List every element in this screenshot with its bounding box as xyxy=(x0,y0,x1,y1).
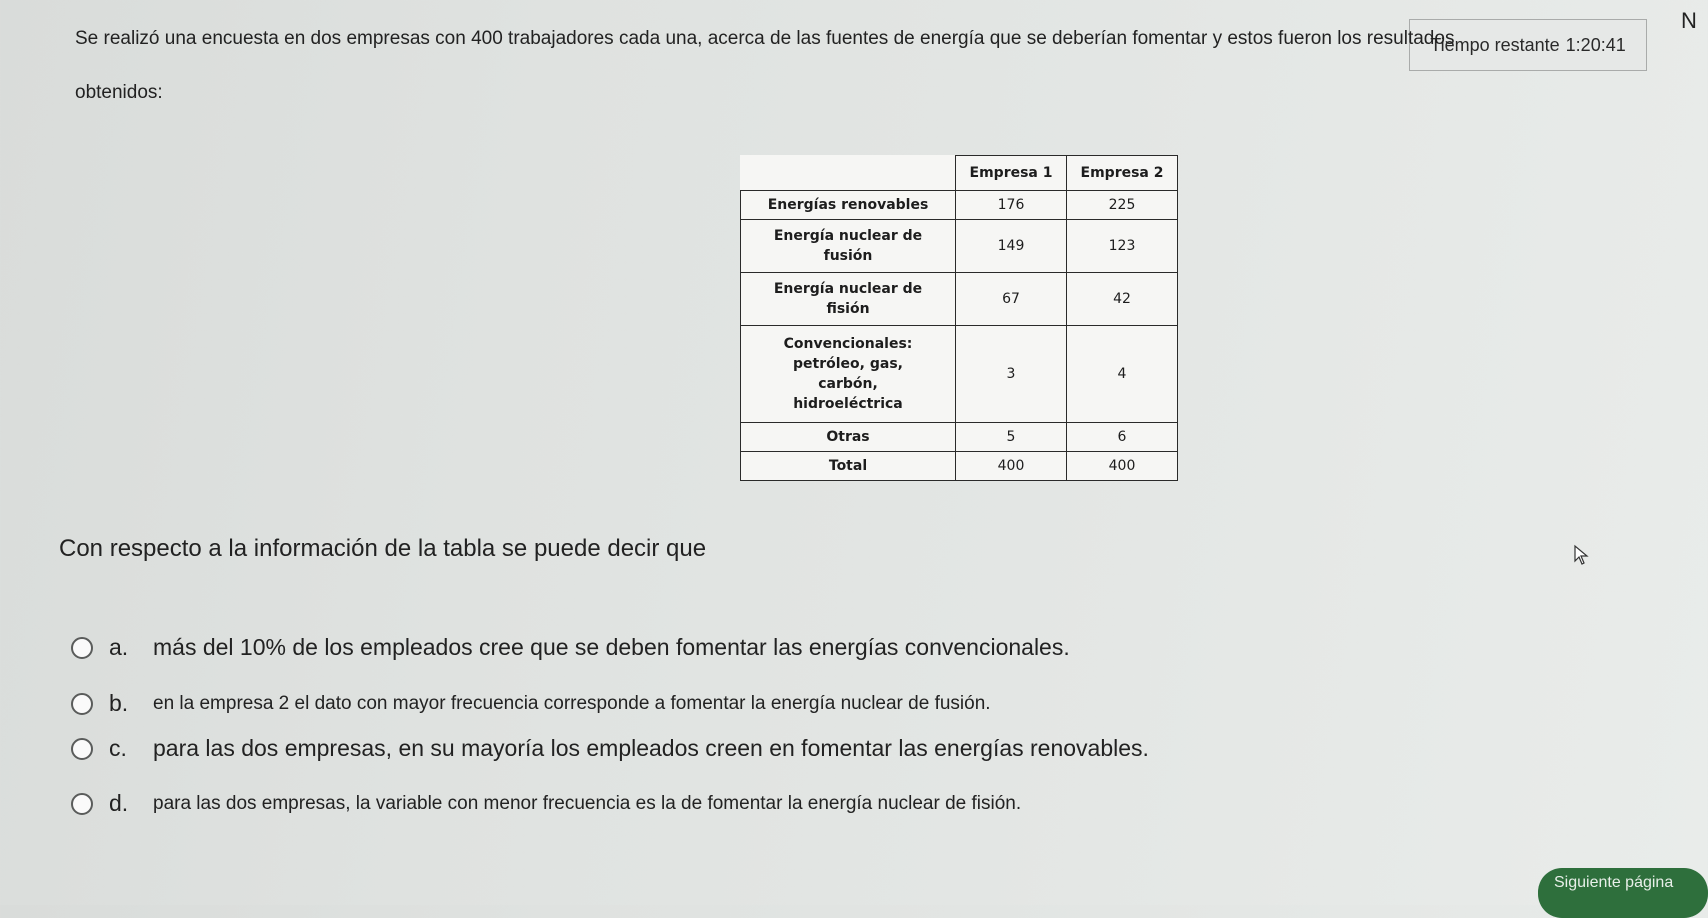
column-header-empresa-1: Empresa 1 xyxy=(956,156,1067,191)
table-row xyxy=(741,452,1178,481)
table-row xyxy=(741,326,1178,423)
next-page-button[interactable]: Siguiente página xyxy=(1538,868,1708,918)
row-label: Energía nuclear de fisión xyxy=(741,273,956,326)
table-corner xyxy=(741,156,956,191)
row-label: Convencionales: petróleo, gas, carbón, hidroeléctrica xyxy=(741,326,956,423)
radio-button-d[interactable] xyxy=(71,793,93,815)
cell-empresa-2: 42 xyxy=(1067,273,1178,326)
cell-empresa-1: 3 xyxy=(956,326,1067,423)
intro-text-continuation: obtenidos: xyxy=(75,82,163,103)
option-c[interactable] xyxy=(71,735,1149,762)
cell-empresa-2: 400 xyxy=(1067,452,1178,481)
option-letter: a. xyxy=(109,634,129,660)
cell-empresa-2: 225 xyxy=(1067,191,1178,220)
row-label: Energía nuclear de fusión xyxy=(741,220,956,273)
row-label: Energías renovables xyxy=(741,191,956,220)
option-letter: c. xyxy=(109,735,127,761)
radio-button-b[interactable] xyxy=(71,693,93,715)
option-d[interactable] xyxy=(71,790,1021,817)
corner-glyph: N xyxy=(1681,8,1697,33)
column-header-empresa-2: Empresa 2 xyxy=(1067,156,1178,191)
cell-empresa-2: 4 xyxy=(1067,326,1178,423)
cell-empresa-1: 149 xyxy=(956,220,1067,273)
cell-empresa-1: 176 xyxy=(956,191,1067,220)
option-text: para las dos empresas, en su mayoría los empleados creen en fomentar las energías renovables. xyxy=(153,735,1149,761)
cell-empresa-1: 67 xyxy=(956,273,1067,326)
mouse-pointer-icon xyxy=(1574,545,1590,565)
cell-empresa-1: 5 xyxy=(956,423,1067,452)
survey-table xyxy=(740,155,1178,481)
option-letter: d. xyxy=(109,790,129,816)
row-label: Otras xyxy=(741,423,956,452)
option-b[interactable] xyxy=(71,690,991,717)
timer-label: Tiempo restante xyxy=(1430,34,1560,55)
question-text: Con respecto a la información de la tabla se puede decir que xyxy=(59,535,707,562)
option-letter: b. xyxy=(109,690,129,716)
cell-empresa-1: 400 xyxy=(956,452,1067,481)
table-row xyxy=(741,423,1178,452)
radio-button-a[interactable] xyxy=(71,637,93,659)
option-a[interactable] xyxy=(71,634,1070,661)
table-row xyxy=(741,273,1178,326)
option-text: más del 10% de los empleados cree que se deben fomentar las energías convencionales. xyxy=(153,634,1070,660)
intro-text: Se realizó una encuesta en dos empresas con 400 trabajadores cada una, acerca de las fuentes de energía que se deberían fomentar y estos fueron los resultados xyxy=(75,28,1455,49)
timer-value: 1:20:41 xyxy=(1565,34,1626,55)
table-row xyxy=(741,191,1178,220)
option-text: para las dos empresas, la variable con menor frecuencia es la de fomentar la energía nuclear de fisión. xyxy=(153,792,1022,814)
row-label: Total xyxy=(741,452,956,481)
table-header-row xyxy=(741,156,1178,191)
cell-empresa-2: 6 xyxy=(1067,423,1178,452)
radio-button-c[interactable] xyxy=(71,738,93,760)
table-row xyxy=(741,220,1178,273)
option-text: en la empresa 2 el dato con mayor frecuencia corresponde a fomentar la energía nuclear de fusión. xyxy=(153,692,991,714)
cell-empresa-2: 123 xyxy=(1067,220,1178,273)
